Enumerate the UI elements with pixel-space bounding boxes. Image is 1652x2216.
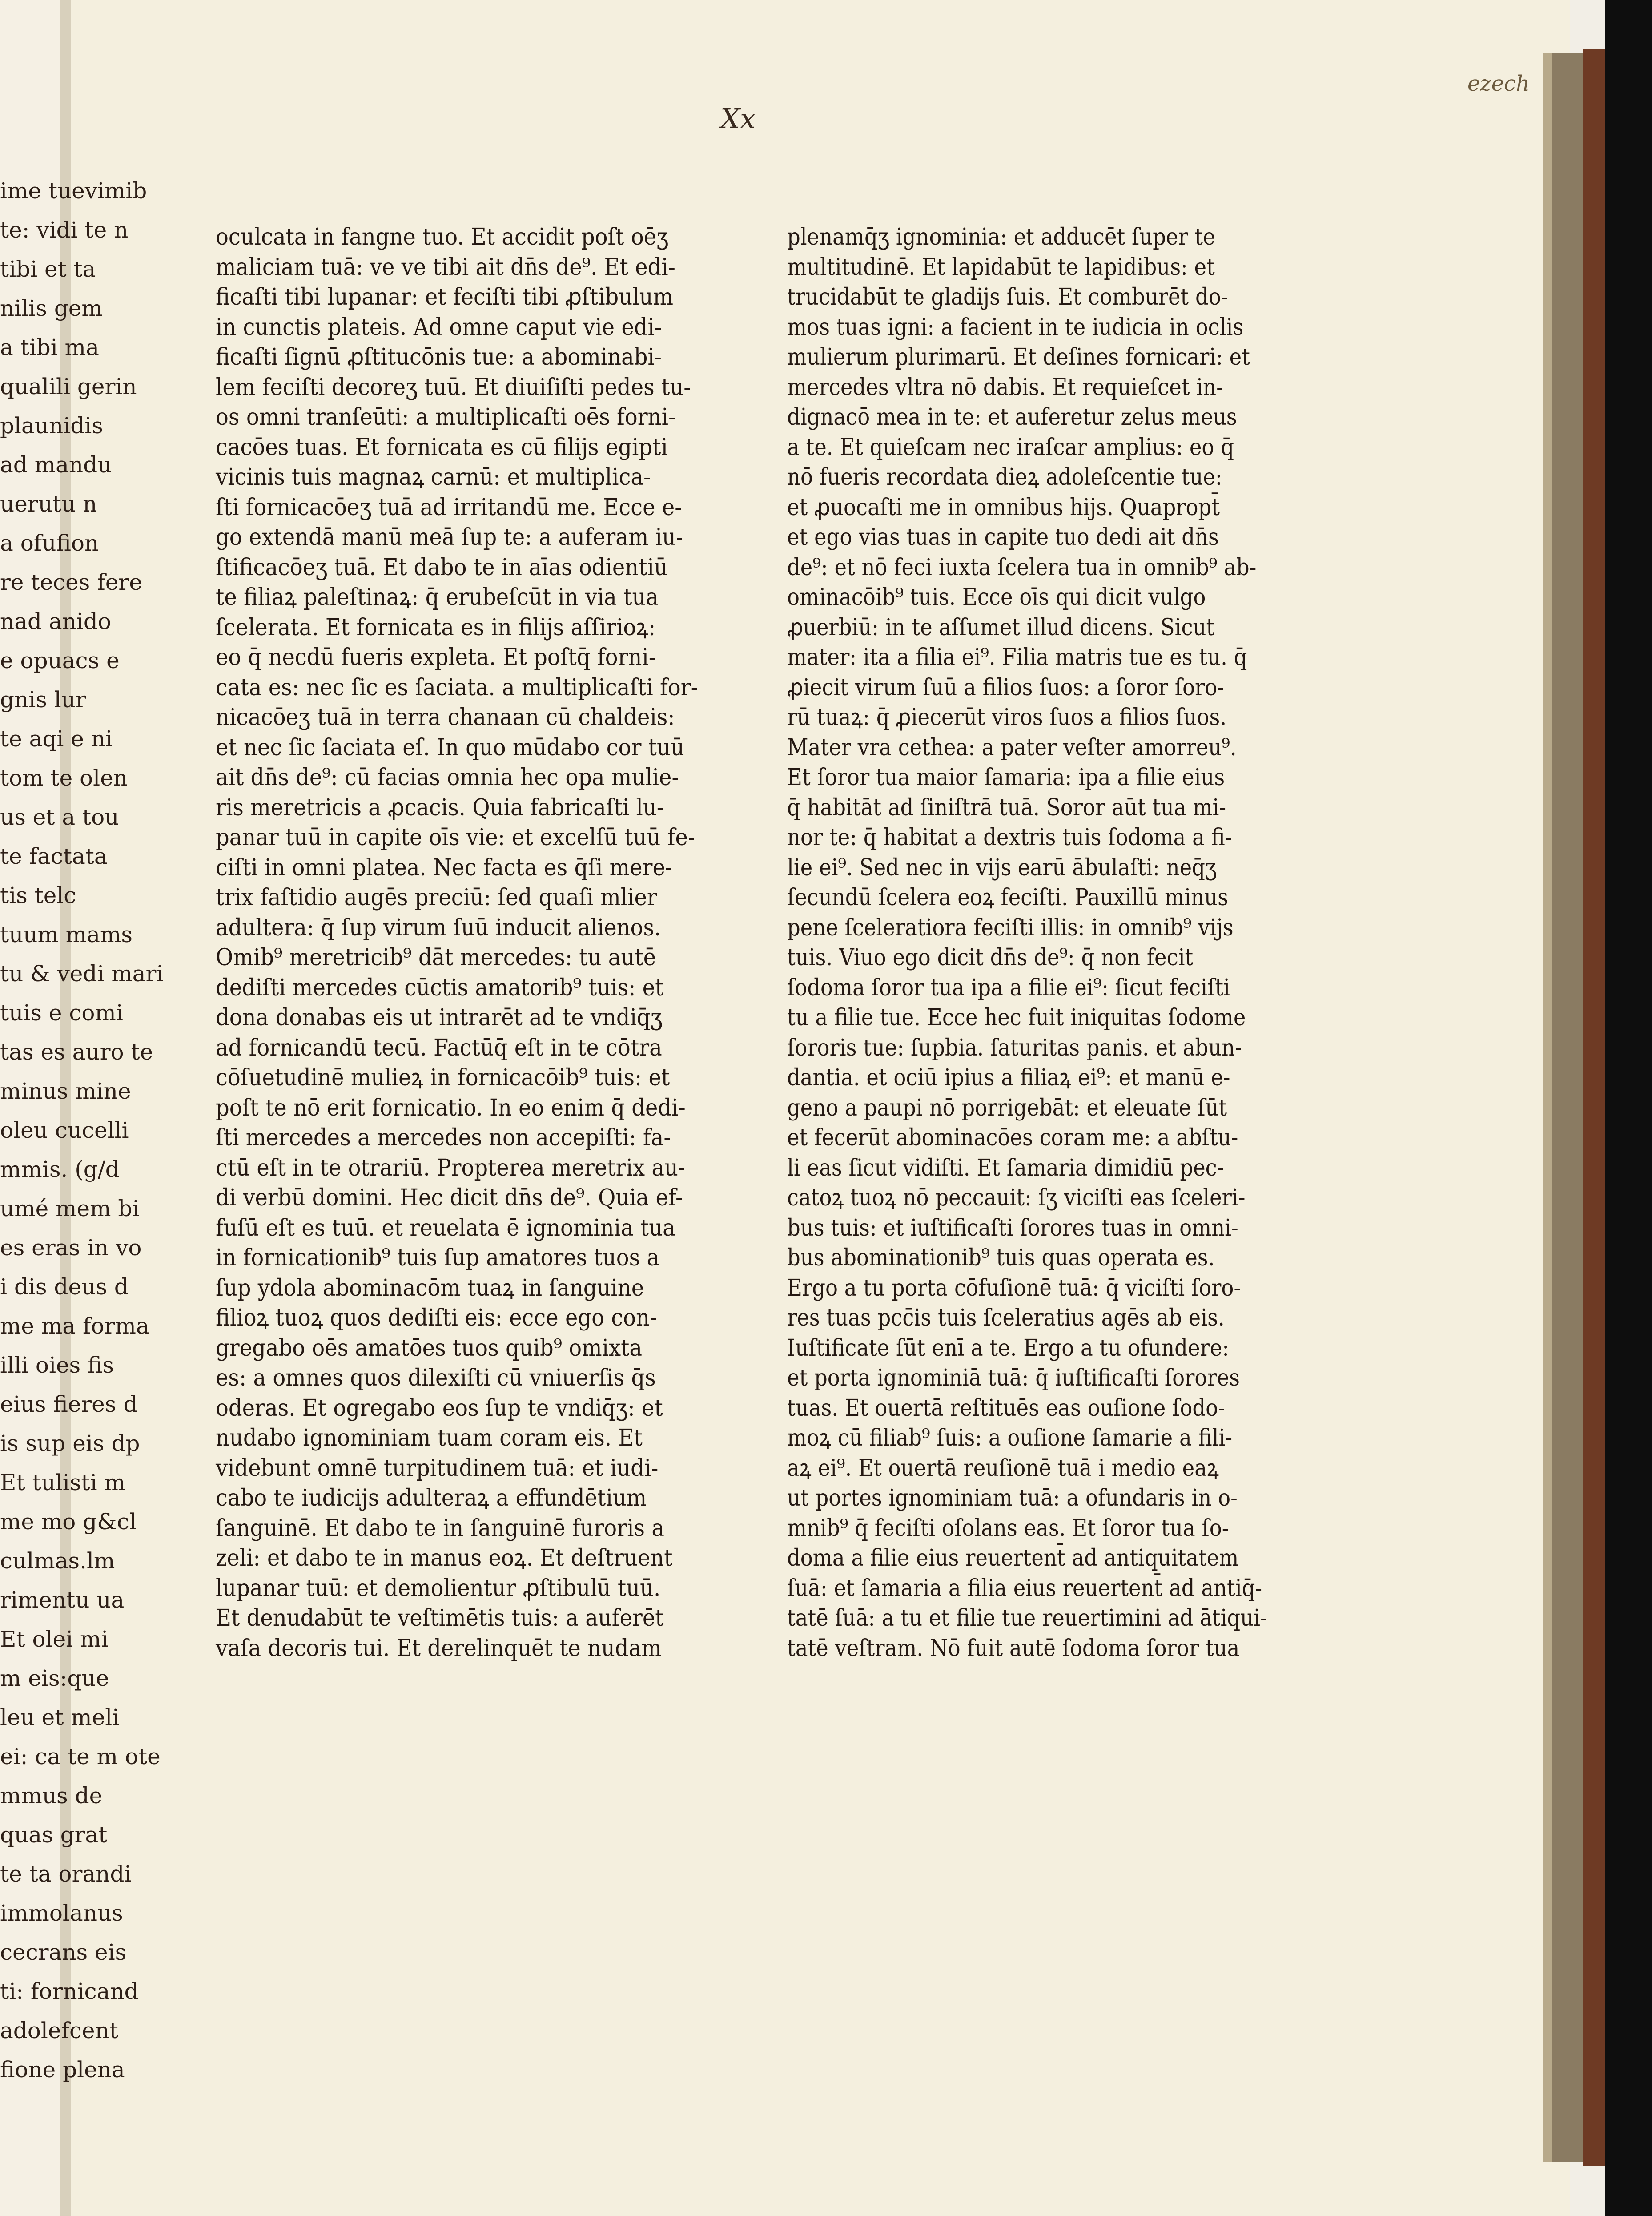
left-page-line: te: vidi te n	[0, 217, 129, 243]
left-page-line: tu & vedi mari	[0, 961, 164, 987]
text-line: zeli: et dabo te in manus eoꝝ. Et deſtruent	[216, 1545, 673, 1571]
text-line: tatē ſuā: a tu et filie tue reuertimini ad ātiqui-	[787, 1605, 1267, 1632]
left-page-line: is sup eis dp	[0, 1430, 140, 1456]
text-line: ficaſti ſignū ꝓſtitucōnis tue: a abominabi-	[216, 344, 662, 371]
left-page-line: mmis. (g/d	[0, 1156, 120, 1182]
left-page-line: tibi et ta	[0, 256, 96, 282]
text-line: tatē veſtram. Nō fuit autē ſodoma ſoror tua	[787, 1635, 1240, 1662]
text-line: catoꝝ tuoꝝ nō peccauit: ſʒ viciſti eas ſceleri-	[787, 1185, 1246, 1211]
text-line: te filiaꝝ paleſtinaꝝ: q̄ erubeſcūt in via tua	[216, 584, 659, 611]
text-line: cabo te iudicijs adulteraꝝ a effundētium	[216, 1485, 647, 1511]
text-line: moꝝ cū filiab⁹ ſuis: a ouſione ſamarie a fili-	[787, 1425, 1233, 1451]
text-line: in cunctis plateis. Ad omne caput vie edi-	[216, 314, 662, 341]
text-line: de⁹: et nō feci iuxta ſcelera tua in omnib⁹ ab-	[787, 554, 1257, 581]
text-line: pene ſceleratiora feciſti illis: in omnib⁹ vijs	[787, 914, 1234, 941]
left-page-line: umé mem bi	[0, 1196, 140, 1221]
text-line: ficaſti tibi lupanar: et feciſti tibi ꝓſtibulum	[216, 284, 674, 310]
left-page-line: e opuacs e	[0, 648, 120, 673]
left-page-line: tas es auro te	[0, 1039, 153, 1065]
text-line: et nec ſic ſaciata eſ. In quo mūdabo cor tuū	[216, 734, 684, 761]
left-page-line: cecrans eis	[0, 1939, 127, 1965]
text-line: trix faſtidio augēs preciū: ſed quaſi mlier	[216, 884, 657, 911]
left-page-line: te factata	[0, 843, 108, 869]
left-page-line: qualili gerin	[0, 374, 137, 399]
text-line: multitudinē. Et lapidabūt te lapidibus: et	[787, 254, 1215, 281]
text-line: Et denudabūt te veſtimētis tuis: a auferēt	[216, 1605, 664, 1632]
text-line: poſt te nō erit fornicatio. In eo enim q̄ dedi-	[216, 1094, 686, 1121]
left-page-line: tom te olen	[0, 765, 128, 791]
text-line: dignacō mea in te: et auferetur zelus meus	[787, 404, 1237, 431]
text-line: go extendā manū meā ſup te: a auferam iu-	[216, 524, 683, 551]
text-line: tuas. Et ouertā reſtituēs eas ouſione ſodo-	[787, 1394, 1225, 1422]
text-line: ſti fornicacōeʒ tuā ad irritandū me. Ecce e-	[216, 494, 682, 521]
text-line: adultera: q̄ ſup virum ſuū inducit alienos.	[216, 914, 661, 941]
text-line: nō fueris recordata dieꝝ adoleſcentie tue:	[787, 464, 1222, 491]
text-line: ſup ydola abominacōm tuaꝝ in ſanguine	[216, 1274, 644, 1301]
text-line: mulierum plurimarū. Et deſines fornicari: et	[787, 344, 1250, 371]
text-line: ſti mercedes a mercedes non accepiſti: fa-	[216, 1124, 671, 1151]
text-line: ad fornicandū tecū. Factūq̄ eſt in te cōtra	[216, 1034, 662, 1061]
left-page-line: rimentu ua	[0, 1587, 125, 1613]
left-page-line: immolanus	[0, 1900, 123, 1926]
left-page-line: nilis gem	[0, 295, 103, 321]
text-line: bus abominationib⁹ tuis quas operata es.	[787, 1245, 1215, 1271]
text-line: ctū eſt in te otrariū. Propterea meretrix au-	[216, 1154, 686, 1181]
left-page-line: eius fieres d	[0, 1391, 138, 1417]
text-line: eo q̄ necdū fueris expleta. Et poſtq̄ forni-	[216, 644, 656, 671]
text-line: q̄ habitāt ad ſiniſtrā tuā. Soror aūt tua mi-	[787, 794, 1226, 821]
text-line: es: a omnes quos dilexiſti cū vniuerſis q̄s	[216, 1365, 656, 1391]
text-line: rū tuaꝝ: q̄ ꝓiecerūt viros ſuos a filios ſuos.	[787, 704, 1227, 731]
text-line: oculcata in fangne tuo. Et accidit poſt oēʒ	[216, 224, 669, 250]
text-line: fuſū eſt es tuū. et reuelata ē ignominia tua	[216, 1214, 675, 1241]
text-line: maliciam tuā: ve ve tibi ait dn̄s de⁹. Et edi-	[216, 254, 675, 281]
left-page-line: Et tulisti m	[0, 1470, 125, 1495]
left-page-line: tuum mams	[0, 922, 133, 947]
text-line: Mater vra cethea: a pater veſter amorreu⁹.	[787, 734, 1237, 761]
left-page-line: plaunidis	[0, 413, 103, 439]
left-page-line: es eras in vo	[0, 1235, 142, 1261]
text-line: ris meretricis a ꝓcacis. Quia fabricaſti lu-	[216, 794, 664, 821]
left-page-line: quas grat	[0, 1822, 108, 1848]
text-line: mos tuas igni: a facient in te iudicia in oclis	[787, 314, 1244, 341]
left-page-fragment	[0, 0, 164, 2216]
text-line: ꝓuerbiū: in te aſſumet illud dicens. Sicut	[787, 614, 1215, 641]
left-page-line: ad mandu	[0, 452, 112, 478]
text-line: mnib⁹ q̄ feciſti oſolans eas. Et ſoror tua ſo-	[787, 1515, 1229, 1542]
text-line: ait dn̄s de⁹: cū facias omnia hec opa mulie-	[216, 764, 679, 791]
running-title: Xx	[720, 102, 756, 135]
text-line: ſanguinē. Et dabo te in ſanguinē furoris a	[216, 1515, 664, 1542]
left-page-line: Et olei mi	[0, 1626, 109, 1652]
text-line: ſuā: et ſamaria a filia eius reuertent̄ ad antiq̄-	[787, 1575, 1262, 1602]
left-page-line: re teces fere	[0, 569, 142, 595]
left-page-line: us et a tou	[0, 804, 119, 830]
text-line: di verbū domini. Hec dicit dn̄s de⁹. Quia ef-	[216, 1185, 683, 1211]
left-page-line: ime tuevimib	[0, 178, 147, 204]
left-page-line: me ma forma	[0, 1313, 149, 1339]
left-page-line: fione plena	[0, 2057, 125, 2083]
text-line: Ergo a tu porta cōfuſionē tuā: q̄ viciſti ſoro-	[787, 1274, 1241, 1301]
text-line: ut portes ignominiam tuā: a ofundaris in o-	[787, 1485, 1238, 1511]
left-page-line: leu et meli	[0, 1704, 120, 1730]
left-page-line: i dis deus d	[0, 1274, 129, 1300]
text-line: ſororis tue: ſupbia. ſaturitas panis. et abun-	[787, 1034, 1242, 1061]
text-line: et ꝓuocaſti me in omnibus hijs. Quapropt̄	[787, 494, 1220, 521]
left-page-line: minus mine	[0, 1078, 131, 1104]
left-page-line: te ta orandi	[0, 1861, 132, 1887]
text-line: lie ei⁹. Sed nec in vijs earū ābulaſti: neq̄ʒ	[787, 854, 1217, 881]
text-line: plenamq̄ʒ ignominia: et adducēt ſuper te	[787, 224, 1215, 250]
text-line: li eas ſicut vidiſti. Et ſamaria dimidiū pec-	[787, 1154, 1224, 1181]
left-page-line: gnis lur	[0, 687, 86, 713]
text-line: mater: ita a filia ei⁹. Filia matris tue es tu. q̄	[787, 644, 1247, 671]
folio-note: ezech	[1467, 71, 1530, 96]
text-line: tuis. Viuo ego dicit dn̄s de⁹: q̄ non fecit	[787, 944, 1194, 971]
left-page-line: adolefcent	[0, 2018, 118, 2043]
text-line: gregabo oēs amatōes tuos quib⁹ omixta	[216, 1334, 643, 1362]
text-column-right	[787, 222, 1324, 1664]
left-page-line: tuis e comi	[0, 1000, 123, 1026]
left-page-line: m eis:que	[0, 1665, 109, 1691]
text-line: dantia. et ociū ipius a filiaꝝ ei⁹: et manū e-	[787, 1064, 1230, 1091]
text-line: cata es: nec ſic es ſaciata. a multiplicaſti for-	[216, 674, 698, 701]
text-line: trucidabūt te gladijs ſuis. Et comburēt do-	[787, 284, 1228, 310]
text-line: Iuſtificate ſūt enī a te. Ergo a tu ofundere:	[787, 1334, 1229, 1362]
text-line: tu a filie tue. Ecce hec fuit iniquitas ſodome	[787, 1004, 1246, 1031]
text-line: geno a paupi nō porrigebāt: et eleuate ſūt	[787, 1094, 1227, 1121]
text-line: lem feciſti decoreʒ tuū. Et diuiſiſti pedes tu-	[216, 374, 691, 401]
text-line: ſcelerata. Et fornicata es in filijs aſſirioꝝ:	[216, 614, 656, 641]
text-line: aꝝ ei⁹. Et ouertā reuſionē tuā i medio eaꝝ	[787, 1455, 1219, 1482]
left-page-line: me mo g&cl	[0, 1509, 137, 1535]
text-line: cōſuetudinē mulieꝝ in fornicacōib⁹ tuis: et	[216, 1064, 670, 1091]
left-page-line: illi oies fis	[0, 1352, 114, 1378]
left-page-line: a ofufion	[0, 530, 99, 556]
text-line: panar tuū in capite oīs vie: et excelſū tuū fe-	[216, 824, 695, 851]
text-line: nicacōeʒ tuā in terra chanaan cū chaldeis:	[216, 704, 675, 731]
text-line: cacōes tuas. Et fornicata es cū filijs egipti	[216, 434, 668, 461]
text-line: nudabo ignominiam tuam coram eis. Et	[216, 1425, 643, 1451]
text-line: in fornicationib⁹ tuis ſup amatores tuos a	[216, 1245, 660, 1271]
text-line: bus tuis: et iuſtificaſti ſorores tuas in omni-	[787, 1214, 1238, 1241]
text-line: res tuas pcc̄is tuis ſceleratius agēs ab eis.	[787, 1305, 1225, 1331]
text-line: ꝓiecit virum ſuū a filios ſuos: a ſoror ſoro-	[787, 674, 1224, 701]
left-page-line: nad anido	[0, 608, 112, 634]
text-line: os omni tranſeūti: a multiplicaſti oēs forni-	[216, 404, 676, 431]
text-line: filioꝝ tuoꝝ quos dediſti eis: ecce ego con-	[216, 1305, 657, 1331]
text-line: doma a filie eius reuertent̄ ad antiquitatem	[787, 1545, 1239, 1571]
text-line: et porta ignominiā tuā: q̄ iuſtificaſti ſorores	[787, 1365, 1240, 1391]
left-page-line: a tibi ma	[0, 334, 99, 360]
text-line: dona donabas eis ut intrarēt ad te vndiq̄ʒ	[216, 1004, 663, 1031]
left-page-line: oleu cucelli	[0, 1117, 129, 1143]
text-line: ſecundū ſcelera eoꝝ feciſti. Pauxillū minus	[787, 884, 1228, 911]
left-page-line: tis telc	[0, 882, 76, 908]
text-line: a te. Et quieſcam nec iraſcar amplius: eo q̄	[787, 434, 1234, 461]
left-page-line: culmas.lm	[0, 1548, 115, 1574]
text-line: vaſa decoris tui. Et derelinquēt te nudam	[216, 1635, 662, 1662]
left-page-line: mmus de	[0, 1783, 103, 1809]
text-line: et fecerūt abominacōes coram me: a abſtu-	[787, 1124, 1238, 1151]
text-line: ſtificacōeʒ tuā. Et dabo te in aīas odientiū	[216, 554, 668, 581]
text-line: ciſti in omni platea. Nec facta es q̄ſi mere-	[216, 854, 673, 881]
left-page-line: uerutu n	[0, 491, 97, 517]
text-line: ſodoma ſoror tua ipa a filie ei⁹: ſicut feciſti	[787, 974, 1230, 1001]
text-line: Omib⁹ meretricib⁹ dāt mercedes: tu autē	[216, 944, 656, 971]
text-line: lupanar tuū: et demolientur ꝓſtibulū tuū.	[216, 1575, 661, 1602]
text-line: vicinis tuis magnaꝝ carnū: et multiplica-	[216, 464, 651, 491]
text-line: oderas. Et ogregabo eos ſup te vndiq̄ʒ: et	[216, 1394, 663, 1422]
text-line: dediſti mercedes cūctis amatorib⁹ tuis: et	[216, 974, 664, 1001]
text-line: ominacōib⁹ tuis. Ecce oīs qui dicit vulgo	[787, 584, 1206, 611]
left-page-line: ti: fornicand	[0, 1978, 139, 2004]
text-line: nor te: q̄ habitat a dextris tuis ſodoma a fi-	[787, 824, 1232, 851]
text-line: videbunt omnē turpitudinem tuā: et iudi-	[216, 1455, 659, 1482]
text-line: et ego vias tuas in capite tuo dedi ait dn̄s	[787, 524, 1219, 551]
left-page-line: ei: ca te m ote	[0, 1744, 161, 1769]
left-page-line: te aqi e ni	[0, 726, 113, 752]
text-line: Et ſoror tua maior ſamaria: ipa a filie eius	[787, 764, 1225, 791]
text-column-left	[216, 222, 738, 1664]
text-line: mercedes vltra nō dabis. Et requieſcet in-	[787, 374, 1223, 401]
